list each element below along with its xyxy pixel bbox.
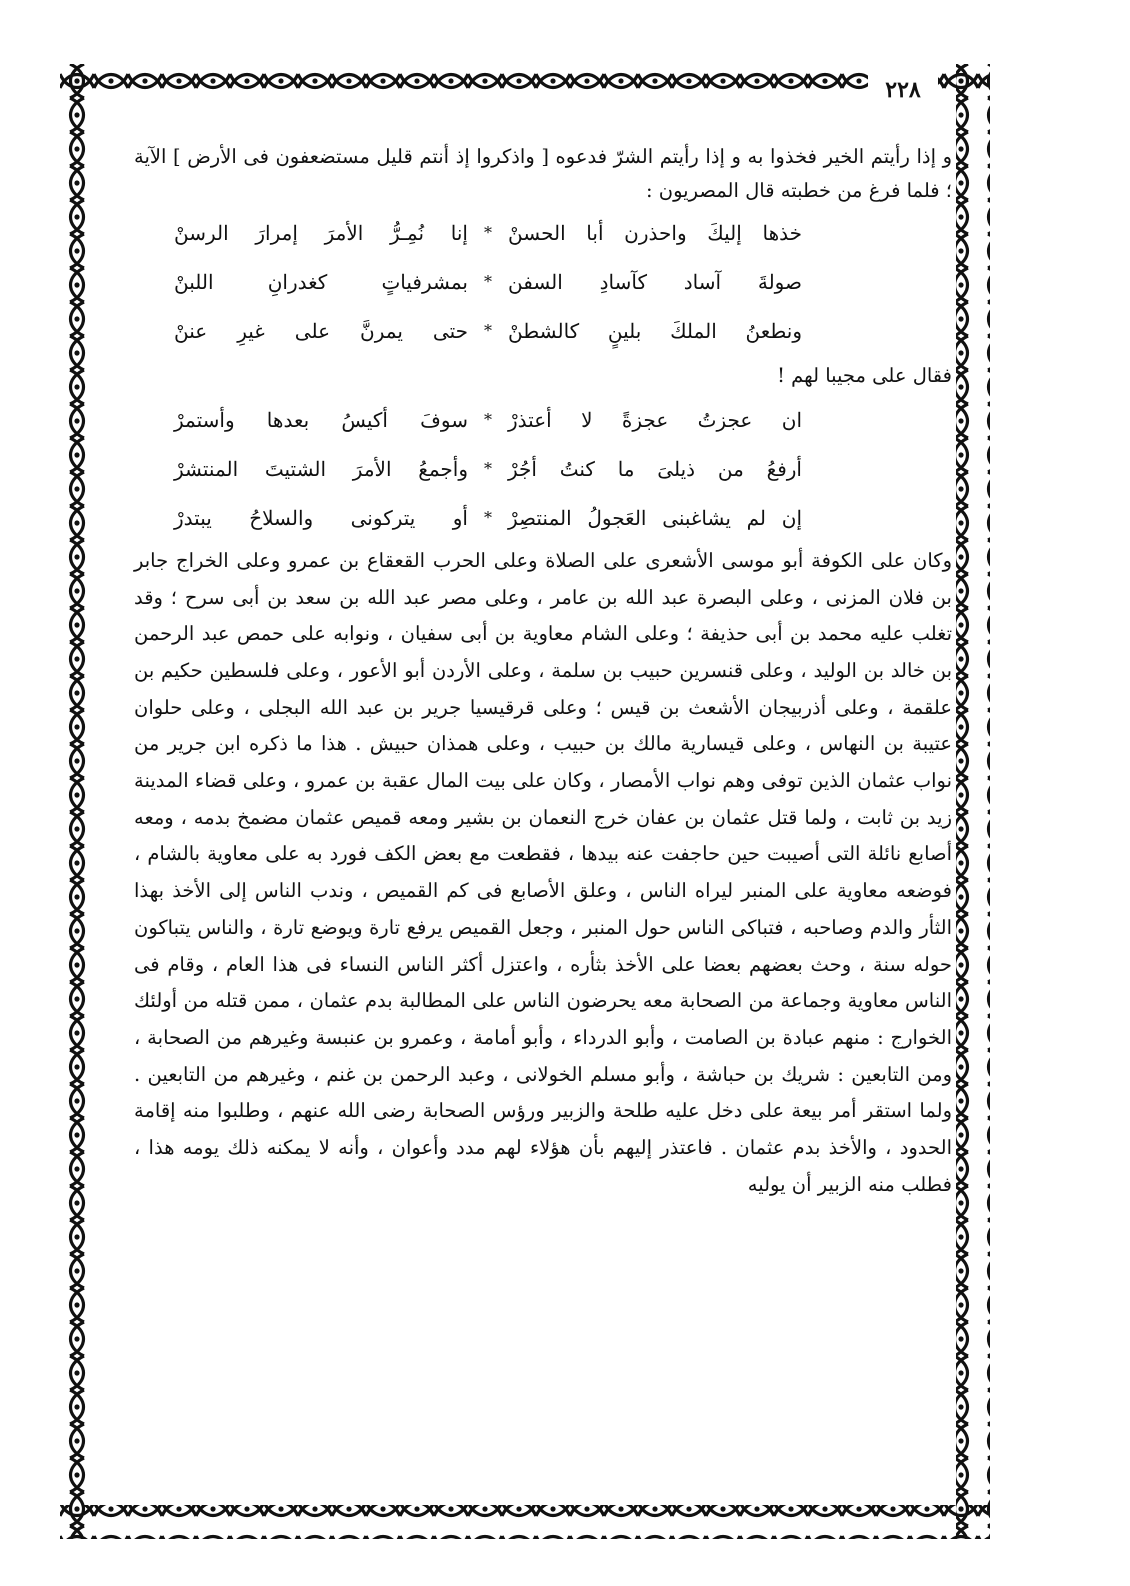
- verse-first-hemistich: أرفعُ من ذيلىَ ما كنتُ أجُرْ: [508, 457, 802, 482]
- verse-line: [162, 445, 802, 494]
- verse-separator-icon: *: [484, 508, 492, 528]
- poem-stanza-1: [162, 209, 802, 356]
- verse-line: [162, 209, 802, 258]
- verse-line: [162, 258, 802, 307]
- verse-separator-icon: *: [484, 272, 492, 292]
- verse-line: [162, 307, 802, 356]
- main-text: [134, 140, 952, 1203]
- verse-second-hemistich: سوفَ أكيسُ بعدها وأستمرْ: [174, 408, 468, 433]
- border-top: [60, 64, 990, 98]
- verse-second-hemistich: إنا نُمِـرُّ الأمرَ إمرارَ الرسنْ: [174, 221, 468, 246]
- poem-stanza-2: [162, 396, 802, 543]
- intro-paragraph: و إذا رأيتم الخير فخذوا به و إذا رأيتم الشرّ فدعوه [ واذكروا إذ أنتم قليل مستضعفون فى الأرض ] الآية ؛ فلما فرغ من خطبته قال المصريون :: [134, 145, 952, 203]
- verse-first-hemistich: صولةَ آساد كآسادِ السفن: [508, 270, 802, 295]
- border-bottom: [60, 1505, 990, 1539]
- reply-intro: فقال على مجيبا لهم !: [777, 363, 952, 387]
- verse-line: [162, 396, 802, 445]
- verse-second-hemistich: حتى يمرنَّ على غيرِ عننْ: [174, 319, 468, 344]
- border-left: [60, 64, 94, 1539]
- verse-first-hemistich: ان عجزتُ عجزةً لا أعتذرْ: [508, 408, 802, 433]
- verse-separator-icon: *: [484, 321, 492, 341]
- verse-separator-icon: *: [484, 223, 492, 243]
- verse-separator-icon: *: [484, 410, 492, 430]
- verse-second-hemistich: وأجمعُ الأمرَ الشتيتَ المنتشرْ: [174, 457, 468, 482]
- verse-second-hemistich: أو يتركونى والسلاحُ يبتدرْ: [174, 506, 468, 531]
- verse-first-hemistich: ونطعنُ الملكَ بلينٍ كالشطنْ: [508, 319, 802, 344]
- verse-first-hemistich: إن لم يشاغبنى العَجولُ المنتصِرْ: [508, 506, 802, 531]
- verse-second-hemistich: بمشرفياتٍ كغدرانِ اللبنْ: [174, 270, 468, 295]
- body-paragraph: وكان على الكوفة أبو موسى الأشعرى على الصلاة وعلى الحرب القعقاع بن عمرو وعلى الخراج جابر بن فلان المزنى ، وعلى البصرة عبد الله بن عامر ، وعلى مصر عبد الله بن سعد بن أبى سرح ؛ وقد تغلب عليه محمد بن أبى حذيفة ؛ وعلى الشام معاوية بن أبى سفيان ، ونوابه على حمص عبد الرحمن بن خالد بن الوليد ، وعلى قنسرين حبيب بن سلمة ، وعلى الأردن أبو الأعور ، وعلى فلسطين حكيم بن علقمة ، وعلى أذربيجان الأشعث بن قيس ؛ وعلى قرقيسيا جرير بن عبد الله البجلى ، وعلى حلوان عتيبة بن النهاس ، وعلى قيسارية مالك بن حبيب ، وعلى همذان حبيش . هذا ما ذكره ابن جرير من نواب عثمان الذين توفى وهم نواب الأمصار ، وكان على بيت المال عقبة بن عمرو ، وعلى قضاء المدينة زيد بن ثابت ، ولما قتل عثمان بن عفان خرج النعمان بن بشير ومعه قميص عثمان مضمخ بدمه ، ومعه أصابع نائلة التى أصيبت حين حاجفت عنه بيدها ، فقطعت مع بعض الكف فورد به على معاوية بالشام ، فوضعه معاوية على المنبر ليراه الناس ، وعلق الأصابع فى كم القميص ، وندب الناس إلى الأخذ بهذا الثأر والدم وصاحبه ، فتباكى الناس حول المنبر ، وجعل القميص يرفع تارة ويوضع تارة ، والناس يتباكون حوله سنة ، وحث بعضهم بعضا على الأخذ بثأره ، واعتزل أكثر الناس النساء فى هذا العام ، وقام فى الناس معاوية وجماعة من الصحابة معه يحرضون الناس على المطالبة بدم عثمان ، ممن قتله من أولئك الخوارج : منهم عبادة بن الصامت ، وأبو الدرداء ، وأبو أمامة ، وعمرو بن عنبسة وغيرهم من الصحابة ، ومن التابعين : شريك بن حباشة ، وأبو مسلم الخولانى ، وعبد الرحمن بن غنم ، وغيرهم من التابعين . ولما استقر أمر بيعة على دخل عليه طلحة والزبير ورؤس الصحابة رضى الله عنهم ، وطلبوا منه إقامة الحدود ، والأخذ بدم عثمان . فاعتذر إليهم بأن هؤلاء لهم مدد وأعوان ، وأنه لا يمكنه ذلك يومه هذا ، فطلب منه الزبير أن يوليه: [134, 548, 952, 1196]
- verse-separator-icon: *: [484, 459, 492, 479]
- border-right: [956, 64, 990, 1539]
- verse-first-hemistich: خذها إليكَ واحذرن أبا الحسنْ: [508, 221, 802, 246]
- page-number: ٢٢٨: [868, 72, 938, 108]
- verse-line: [162, 494, 802, 543]
